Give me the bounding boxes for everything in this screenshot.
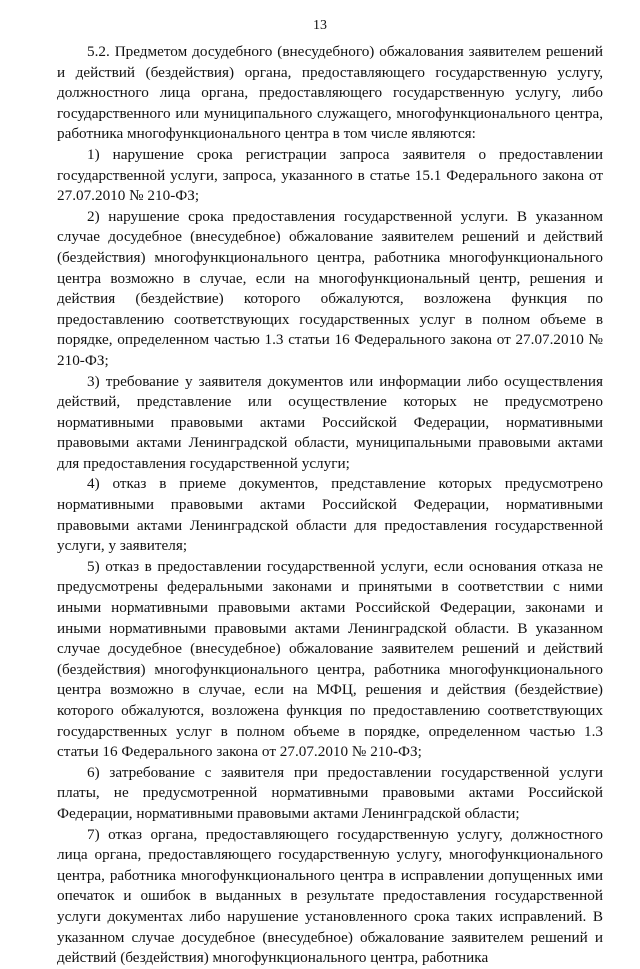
list-item-2: 2) нарушение срока предоставления государственной услуги. В указанном случае досудебное (внесудебное) обжалование заявителем решений и действий (бездействия) многофункционального центра, работника многофункционального центра возможно в случае, если на многофункциональный центр, решения и действия (бездействие) которого обжалуются, возложена функция по предоставлению соответствующих государственных услуг в полном объеме в порядке, определенном частью 1.3 статьи 16 Федерального закона от 27.07.2010 № 210-ФЗ; bbox=[57, 207, 603, 369]
document-body bbox=[57, 42, 603, 969]
list-item-1: 1) нарушение срока регистрации запроса заявителя о предоставлении государственной услуги, запроса, указанного в статье 15.1 Федерального закона от 27.07.2010 № 210-ФЗ; bbox=[57, 145, 603, 205]
list-item-7: 7) отказ органа, предоставляющего государственную услугу, должностного лица органа, предоставляющего государственную услугу, многофункционального центра, работника многофункционального центра в исправлении допущенных ими опечаток и ошибок в выданных в результате предоставления государственной услуги документах либо нарушение установленного срока таких исправлений. В указанном случае досудебное (внесудебное) обжалование заявителем решений и действий (бездействия) многофункционального центра, работника bbox=[57, 825, 603, 967]
paragraph-5-2: 5.2. Предметом досудебного (внесудебного) обжалования заявителем решений и действий (бездействия) органа, предоставляющего государственную услугу, должностного лица органа, предоставляющего государственную услугу, либо государственного или муниципального служащего, многофункционального центра, работника многофункционального центра в том числе являются: bbox=[57, 43, 603, 143]
list-item-3: 3) требование у заявителя документов или информации либо осуществления действий, представление или осуществление которых не предусмотрено нормативными правовыми актами Российской Федерации, нормативными правовыми актами Ленинградской области, муниципальными правовыми актами для предоставления государственной услуги; bbox=[57, 372, 603, 472]
list-item-6: 6) затребование с заявителя при предоставлении государственной услуги платы, не предусмотренной нормативными правовыми актами Российской Федерации, нормативными правовыми актами Ленинградской области; bbox=[57, 763, 603, 822]
list-item-4: 4) отказ в приеме документов, представление которых предусмотрено нормативными правовыми актами Российской Федерации, нормативными правовыми актами Ленинградской области для предоставления государственной услуги, у заявителя; bbox=[57, 475, 603, 555]
list-item-5: 5) отказ в предоставлении государственной услуги, если основания отказа не предусмотрены федеральными законами и принятыми в соответствии с ними иными нормативными правовыми актами Российской Федерации, законами и иными нормативными правовыми актами Ленинградской области. В указанном случае досудебное (внесудебное) обжалование заявителем решений и действий (бездействия) многофункционального центра, работника многофункционального центра возможно в случае, если на МФЦ, решения и действия (бездействие) которого обжалуются, возложена функция по предоставлению соответствующих государственных услуг в полном объеме в порядке, определенном частью 1.3 статьи 16 Федерального закона от 27.07.2010 № 210-ФЗ; bbox=[57, 557, 603, 761]
page-number: 13 bbox=[313, 18, 327, 33]
